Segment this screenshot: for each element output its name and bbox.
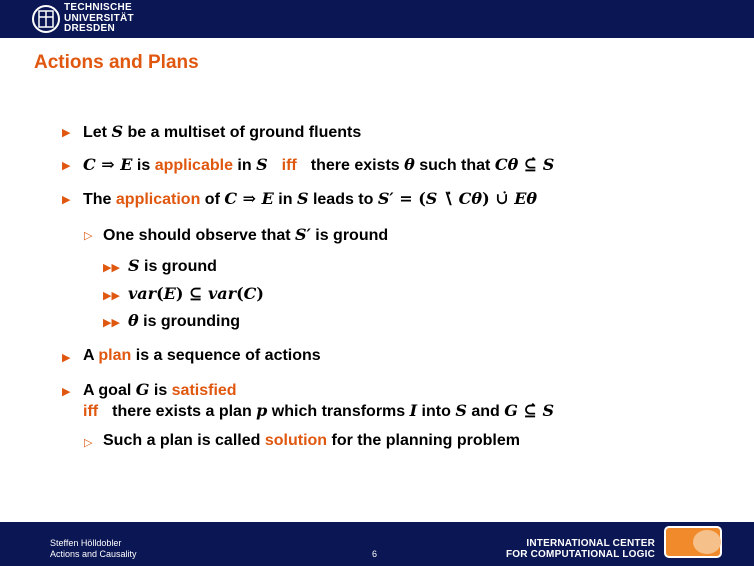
bullet-line-5: A goal G is satisfied xyxy=(83,380,237,399)
icl-name xyxy=(440,538,655,560)
double-arrow-bullet-icon: ▶▶ xyxy=(103,290,120,302)
subsub-line-3: θ is grounding xyxy=(128,311,240,330)
sub-line-1: One should observe that S′ is ground xyxy=(103,225,389,244)
bullet-line-3: The application of C ⇒ E in S leads to S′ = (S ∖̇ Cθ) ∪̇ Eθ xyxy=(83,189,538,208)
bullet-line-1: Let S be a multiset of ground fluents xyxy=(83,122,362,141)
page-number: 6 xyxy=(372,549,378,559)
uni-line-2: UNIVERSITÄT xyxy=(64,12,134,24)
uni-line-3: DRESDEN xyxy=(64,23,115,34)
icl-line-2: FOR COMPUTATIONAL LOGIC xyxy=(505,549,655,560)
bullet-icon: ▶ xyxy=(62,194,71,206)
subsub-line-1: S is ground xyxy=(128,256,217,275)
footer-author xyxy=(50,538,137,560)
bullet-line-5-cont: iff there exists a plan p which transforms I into S and G ⊆̇ S xyxy=(83,401,554,420)
bullet-icon: ▶ xyxy=(62,160,71,172)
slide-title: Actions and Plans xyxy=(34,52,199,73)
bullet-icon: ▶ xyxy=(62,127,71,139)
icl-logo-icon xyxy=(664,526,722,558)
double-arrow-bullet-icon: ▶▶ xyxy=(103,262,120,274)
uni-line-1: TECHNISCHE xyxy=(64,2,133,13)
bullet-line-2: C ⇒ E is applicable in S iff there exists θ such that Cθ ⊆̇ S xyxy=(83,155,555,174)
subsub-line-2: var(E) ⊆ var(C) xyxy=(128,284,264,303)
sub-line-2: Such a plan is called solution for the planning problem xyxy=(103,432,520,449)
bullet-icon: ▶ xyxy=(62,386,71,398)
double-arrow-bullet-icon: ▶▶ xyxy=(103,317,120,329)
university-name xyxy=(64,3,134,35)
icl-line-1: INTERNATIONAL CENTER xyxy=(526,538,655,549)
triangle-bullet-icon: ▷ xyxy=(84,437,93,449)
bullet-icon: ▶ xyxy=(62,352,71,364)
course-name: Actions and Causality xyxy=(50,549,137,559)
tu-dresden-logo-icon xyxy=(31,4,61,34)
bullet-line-4: A plan is a sequence of actions xyxy=(83,347,321,364)
triangle-bullet-icon: ▷ xyxy=(84,230,93,242)
author-name: Steffen Hölldobler xyxy=(50,538,122,548)
